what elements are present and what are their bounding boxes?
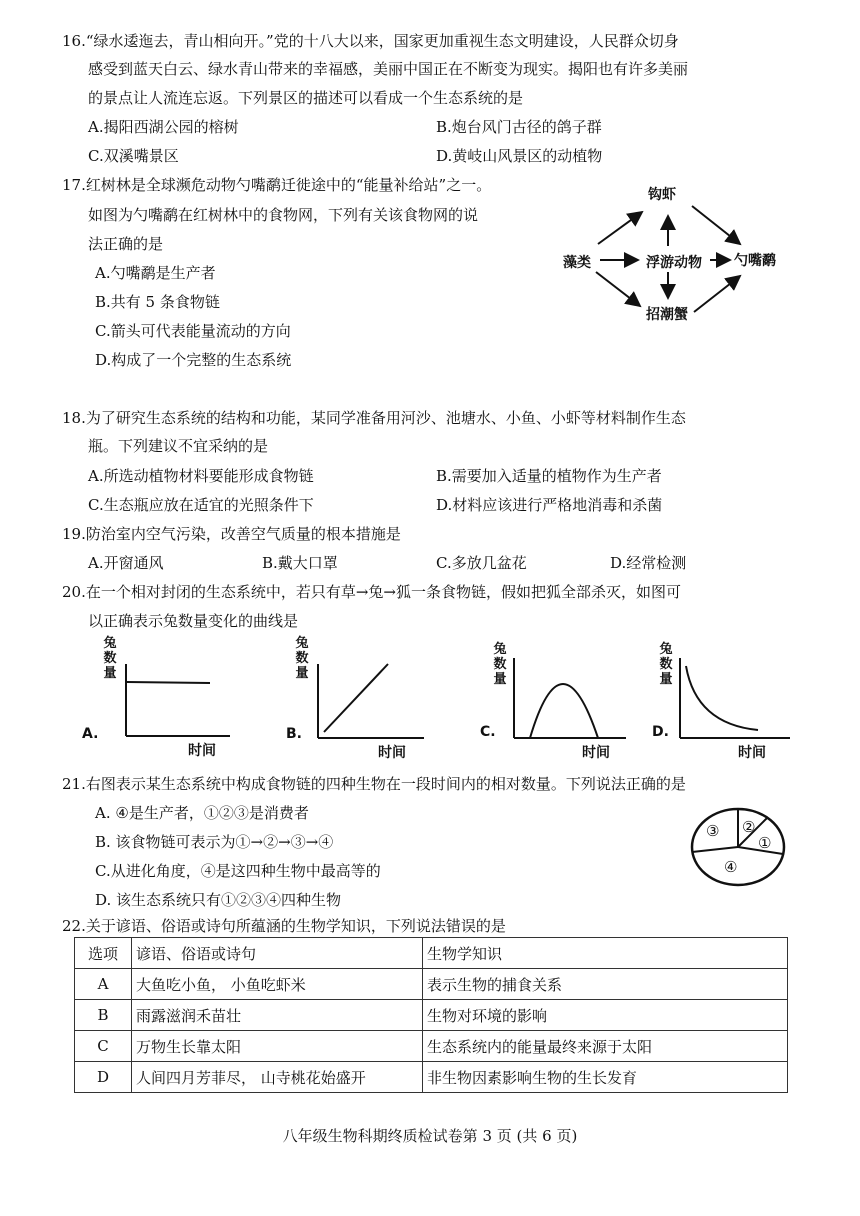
- algae-node: 藻类: [563, 255, 591, 271]
- q20-stem-line1: 20.在一个相对封闭的生态系统中，若只有草→兔→狐一条食物链，假如把狐全部杀灭，如图可: [62, 583, 681, 601]
- crab-node: 招潮蟹: [646, 307, 688, 323]
- q16-stem-line3: 的景点让人流连忘返。下列景区的描述可以看成一个生态系统的是: [88, 89, 524, 107]
- graph-c-curve: [530, 684, 598, 738]
- q16-option-a: A.揭阳西湖公园的榕树: [88, 118, 239, 136]
- q17-stem-line2: 如图为勺嘴鹬在红树林中的食物网，下列有关该食物网的说: [88, 206, 479, 224]
- q19-option-d: D.经常检测: [610, 554, 687, 572]
- graph-d-xlabel: 时间: [738, 745, 766, 761]
- row-b-proverb: 雨露滋润禾苗壮: [132, 1000, 423, 1031]
- graph-b: [284, 634, 444, 764]
- table-row: [75, 969, 788, 1000]
- graph-b-ylabel: 兔数量: [295, 636, 309, 681]
- q19-option-a: A.开窗通风: [88, 554, 164, 572]
- graph-d-ylabel: 兔数量: [659, 642, 673, 687]
- row-c-proverb: 万物生长靠太阳: [132, 1031, 423, 1062]
- q18-option-b: B.需要加入适量的植物作为生产者: [436, 467, 662, 485]
- pie-label-1: ①: [758, 834, 772, 852]
- q19-option-b: B.戴大口罩: [262, 554, 338, 572]
- graph-a-plot: [80, 634, 240, 764]
- q16-stem-line1: 16.“绿水逶迤去，青山相向开。”党的十八大以来，国家更加重视生态文明建设，人民群众切身: [62, 32, 679, 50]
- graph-c-letter: C.: [480, 724, 496, 740]
- q16-option-b: B.炮台风门古径的鸽子群: [436, 118, 602, 136]
- graph-c-xlabel: 时间: [582, 745, 610, 761]
- food-web-diagram: [560, 180, 800, 330]
- pie-diagram: [688, 806, 788, 888]
- arrow-algae-shrimp: [598, 212, 642, 244]
- q20-stem-line2: 以正确表示兔数量变化的曲线是: [88, 612, 299, 630]
- q17-option-d: D.构成了一个完整的生态系统: [95, 351, 292, 369]
- graph-b-curve: [324, 664, 388, 732]
- graph-c-ylabel: 兔数量: [493, 642, 507, 687]
- q18-stem-line2: 瓶。下列建议不宜采纳的是: [88, 437, 269, 455]
- arrow-crab-bird: [694, 276, 740, 312]
- row-d-knowledge: 非生物因素影响生物的生长发育: [423, 1062, 788, 1093]
- q21-option-d: D. 该生态系统只有①②③④四种生物: [95, 891, 342, 909]
- q17-option-c: C.箭头可代表能量流动的方向: [95, 322, 291, 340]
- graph-d-curve: [686, 666, 758, 730]
- q18-option-c: C.生态瓶应放在适宜的光照条件下: [88, 496, 314, 514]
- row-a-knowledge: 表示生物的捕食关系: [423, 969, 788, 1000]
- q21-option-a: A. ④是生产者，①②③是消费者: [95, 804, 309, 822]
- row-d-proverb: 人间四月芳菲尽， 山寺桃花始盛开: [132, 1062, 423, 1093]
- graph-a-xlabel: 时间: [188, 743, 216, 759]
- q16-option-d: D.黄岐山风景区的动植物: [436, 147, 603, 165]
- row-a-proverb: 大鱼吃小鱼， 小鱼吃虾米: [132, 969, 423, 1000]
- q19-stem: 19.防治室内空气污染，改善空气质量的根本措施是: [62, 525, 401, 543]
- table-row: [75, 1062, 788, 1093]
- pie-shape: [688, 806, 788, 888]
- arrow-algae-crab: [596, 272, 640, 306]
- graph-b-plot: [284, 634, 444, 764]
- arrow-shrimp-bird: [692, 206, 740, 244]
- pie-label-3: ③: [706, 822, 720, 840]
- graph-a-curve: [126, 682, 210, 683]
- shrimp-node: 钩虾: [648, 187, 676, 203]
- q17-option-b: B.共有 5 条食物链: [95, 293, 220, 311]
- q18-option-d: D.材料应该进行严格地消毒和杀菌: [436, 496, 663, 514]
- q17-stem-line1: 17.红树林是全球濒危动物勺嘴鹬迁徙途中的“能量补给站”之一。: [62, 176, 492, 194]
- row-b-knowledge: 生物对环境的影响: [423, 1000, 788, 1031]
- bird-node: 勺嘴鹬: [734, 253, 776, 269]
- table-row: [75, 1031, 788, 1062]
- graph-b-letter: B.: [286, 726, 302, 742]
- page-footer: 八年级生物科期终质检试卷第 3 页 (共 6 页): [282, 1127, 578, 1145]
- q18-option-a: A.所选动植物材料要能形成食物链: [88, 467, 314, 485]
- q21-option-b: B. 该食物链可表示为①→②→③→④: [95, 833, 334, 851]
- header-option: 选项: [75, 938, 132, 969]
- graph-c-plot: [478, 640, 638, 766]
- q19-option-c: C.多放几盆花: [436, 554, 527, 572]
- row-b-option: B: [75, 1000, 132, 1031]
- plankton-node: 浮游动物: [646, 255, 702, 271]
- row-d-option: D: [75, 1062, 132, 1093]
- graph-d-plot: [650, 640, 810, 766]
- row-c-option: C: [75, 1031, 132, 1062]
- q18-stem-line1: 18.为了研究生态系统的结构和功能，某同学准备用河沙、池塘水、小鱼、小虾等材料制作生态: [62, 409, 686, 427]
- row-c-knowledge: 生态系统内的能量最终来源于太阳: [423, 1031, 788, 1062]
- graph-d: [650, 640, 810, 766]
- graph-a-ylabel: 兔数量: [103, 636, 117, 681]
- graph-b-xlabel: 时间: [378, 745, 406, 761]
- graph-d-letter: D.: [652, 724, 669, 740]
- q17-option-a: A.勺嘴鹬是生产者: [95, 264, 216, 282]
- header-knowledge: 生物学知识: [423, 938, 788, 969]
- q16-stem-line2: 感受到蓝天白云、绿水青山带来的幸福感，美丽中国正在不断变为现实。揭阳也有许多美丽: [88, 60, 689, 78]
- row-a-option: A: [75, 969, 132, 1000]
- q21-option-c: C.从进化角度，④是这四种生物中最高等的: [95, 862, 381, 880]
- q22-stem: 22.关于谚语、俗语或诗句所蕴涵的生物学知识，下列说法错误的是: [62, 917, 506, 935]
- q21-stem: 21.右图表示某生态系统中构成食物链的四种生物在一段时间内的相对数量。下列说法正确的是: [62, 775, 686, 793]
- q16-option-c: C.双溪嘴景区: [88, 147, 179, 165]
- table-row: [75, 1000, 788, 1031]
- graph-a: [80, 634, 240, 764]
- header-proverb: 谚语、俗语或诗句: [132, 938, 423, 969]
- pie-label-4: ④: [724, 858, 738, 876]
- graph-c: [478, 640, 638, 766]
- table-header-row: [75, 938, 788, 969]
- q17-stem-line3: 法正确的是: [88, 235, 164, 253]
- pie-label-2: ②: [742, 818, 756, 836]
- graph-a-letter: A.: [82, 726, 99, 742]
- q22-table: [74, 937, 788, 1093]
